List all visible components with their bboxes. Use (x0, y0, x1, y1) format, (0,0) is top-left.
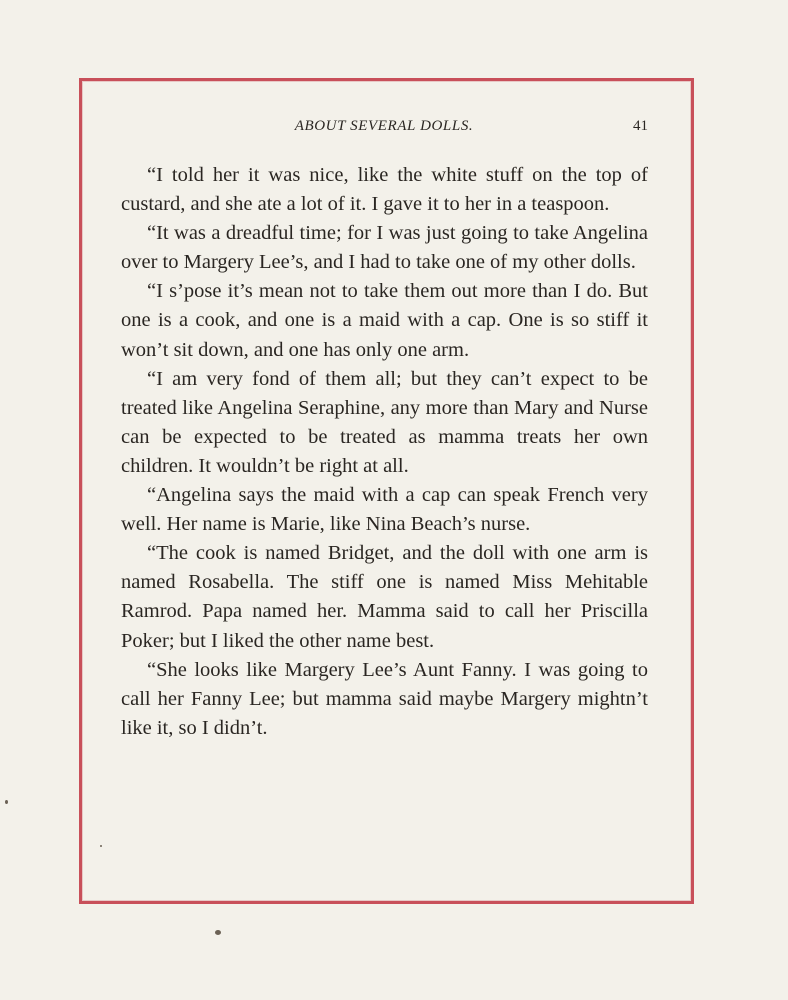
running-title: ABOUT SEVERAL DOLLS. (294, 118, 474, 134)
page-header (120, 118, 648, 142)
paragraph: “The cook is named Bridget, and the doll with one arm is named Rosabella. The stiff one is named Miss Mehitable Ramrod. Papa named her. Mamma said to call her Priscilla Poker; but I liked the other name best. (121, 542, 648, 652)
paragraph: “I am very fond of them all; but they can’t expect to be treated like Angelina Seraphine, any more than Mary and Nurse can be expected to be treated as mamma treats her own children. It wouldn’t be right at all. (121, 367, 648, 477)
paragraph: “She looks like Margery Lee’s Aunt Fanny. I was going to call her Fanny Lee; but mamma said maybe Margery mightn’t like it, so I didn’t. (121, 658, 648, 739)
paragraph: “It was a dreadful time; for I was just going to take Angelina over to Margery Lee’s, and I had to take one of my other dolls. (121, 222, 648, 274)
ink-speck (215, 930, 221, 935)
body-text (121, 161, 648, 743)
paragraph: “I s’pose it’s mean not to take them out more than I do. But one is a cook, and one is a maid with a cap. One is so stiff it won’t sit down, and one has only one arm. (121, 280, 648, 361)
ink-speck (100, 845, 102, 847)
paragraph: “Angelina says the maid with a cap can speak French very well. Her name is Marie, like Nina Beach’s nurse. (121, 484, 648, 536)
paragraph: “I told her it was nice, like the white stuff on the top of custard, and she ate a lot of it. I gave it to her in a teaspoon. (121, 164, 648, 216)
ink-speck (5, 800, 8, 804)
page-number: 41 (633, 118, 648, 134)
